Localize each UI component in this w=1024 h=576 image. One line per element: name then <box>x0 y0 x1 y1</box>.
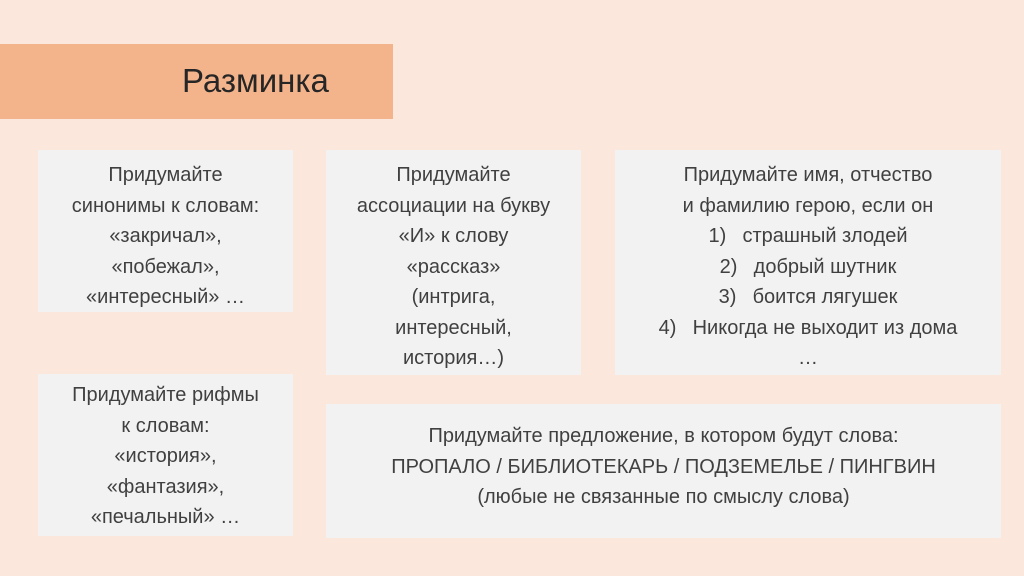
card-line: синонимы к словам: <box>71 194 260 217</box>
card-line: Придумайте имя, отчество <box>683 164 933 186</box>
task-card-synonyms <box>38 150 293 312</box>
list-item <box>615 221 1001 252</box>
card-line: (интрига, <box>411 286 496 308</box>
card-line: ПРОПАЛО / БИБЛИОТЕКАРЬ / ПОДЗЕМЕЛЬЕ / ПИНГВИН <box>391 455 936 478</box>
card-line: история…) <box>402 347 504 369</box>
list-item-number: 2) <box>719 255 738 278</box>
list-item <box>615 282 1001 313</box>
card-line: «закричал», <box>109 225 222 247</box>
card-line: Придумайте предложение, в котором будут слова: <box>428 425 899 447</box>
card-line: Придумайте <box>108 164 223 186</box>
list-item-text: боится лягушек <box>752 286 898 308</box>
task-card-sentence <box>326 404 1001 538</box>
card-line: Придумайте рифмы <box>72 384 259 406</box>
card-line: Придумайте <box>396 164 511 186</box>
list-item-text: добрый шутник <box>753 255 897 278</box>
slide-title: Разминка <box>182 62 329 99</box>
card-ellipsis: … <box>798 347 818 369</box>
task-card-rhymes <box>38 374 293 536</box>
list-item-number: 4) <box>658 316 677 339</box>
list-item <box>615 313 1001 344</box>
task-card-hero-name <box>615 150 1001 375</box>
card-line: «побежал», <box>111 255 220 278</box>
list-item-text: страшный злодей <box>742 225 908 247</box>
list-item-number: 3) <box>718 286 737 308</box>
card-line: «печальный» … <box>90 506 241 528</box>
card-line: (любые не связанные по смыслу слова) <box>477 486 850 508</box>
card-line: «рассказ» <box>406 255 501 278</box>
card-line: ассоциации на букву <box>356 194 551 217</box>
card-line: «И» к слову <box>398 225 509 247</box>
card-line: «история», <box>114 445 217 467</box>
card-line: «интересный» … <box>86 286 245 308</box>
card-line: интересный, <box>395 316 512 339</box>
list-item-text: Никогда не выходит из дома <box>692 316 958 339</box>
card-line: и фамилию герою, если он <box>682 194 934 217</box>
card-line: к словам: <box>121 414 210 437</box>
list-item-number: 1) <box>708 225 727 247</box>
task-card-associations <box>326 150 581 375</box>
card-line: «фантазия», <box>106 475 225 498</box>
list-item <box>615 252 1001 283</box>
